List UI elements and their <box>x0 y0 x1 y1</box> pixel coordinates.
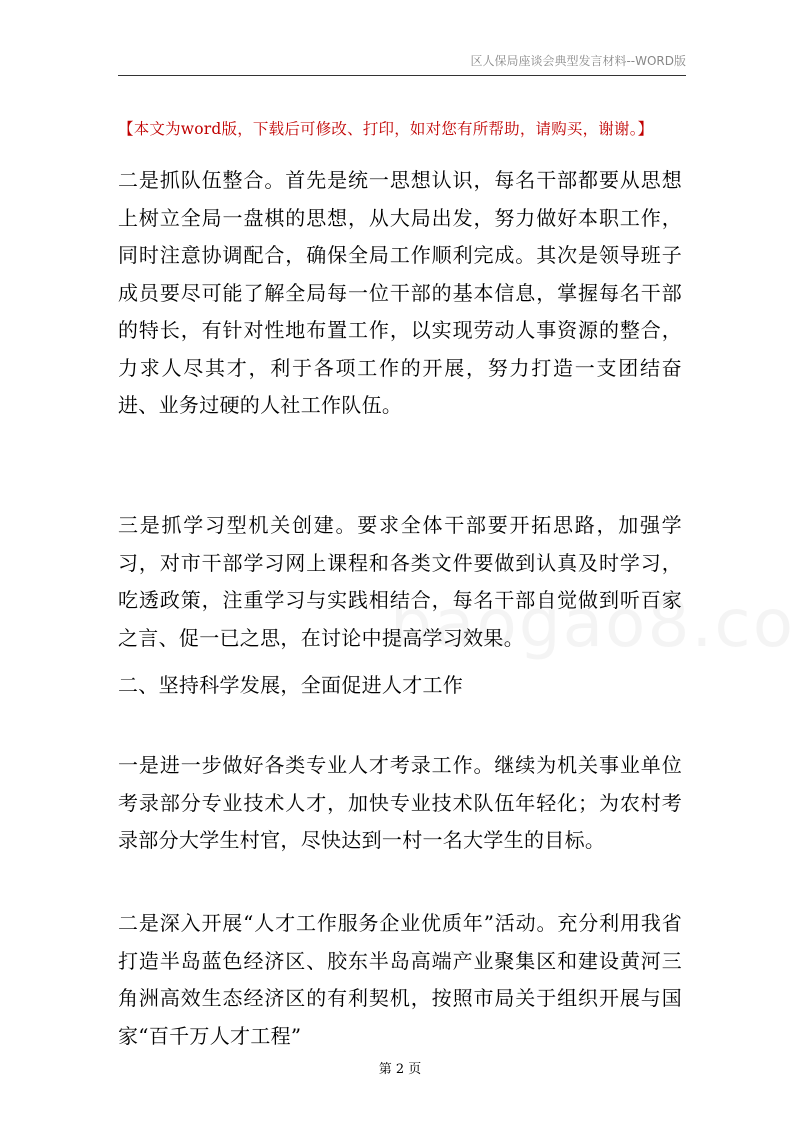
page-header <box>118 52 686 76</box>
paragraph-talent-service-year: 二是深入开展“人才工作服务企业优质年”活动。充分利用我省打造半岛蓝色经济区、胶东半岛高端产业聚集区和建设黄河三角洲高效生态经济区的有利契机，按照市局关于组织开展与国家“百千万人才工程” <box>118 911 682 1048</box>
section-heading: 二、坚持科学发展，全面促进人才工作 <box>118 673 464 697</box>
page-number: 第 2 页 <box>378 1062 422 1077</box>
paragraph-talent-recruitment: 一是进一步做好各类专业人才考录工作。继续为机关事业单位考录部分专业技术人才，加快专业技术队伍年轻化；为农村考录部分大学生村官，尽快达到一村一名大学生的目标。 <box>118 753 682 852</box>
paragraph-learning-organization: 三是抓学习型机关创建。要求全体干部要开拓思路，加强学习，对市干部学习网上课程和各类文件要做到认真及时学习，吃透政策，注重学习与实践相结合，每名干部自觉做到听百家之言、促一已之思，在讨论中提高学习效果。 <box>118 513 682 650</box>
page-footer <box>0 1058 800 1077</box>
download-notice: 【本文为word版，下载后可修改、打印，如对您有所帮助，请购买，谢谢。】 <box>118 120 654 138</box>
document-title: 区人保局座谈会典型发言材料--WORD版 <box>470 54 686 68</box>
paragraph-team-integration: 二是抓队伍整合。首先是统一思想认识，每名干部都要从思想上树立全局一盘棋的思想，从大局出发，努力做好本职工作，同时注意协调配合，确保全局工作顺利完成。其次是领导班子成员要尽可能了解全局每一位干部的基本信息，掌握每名干部的特长，有针对性地布置工作，以实现劳动人事资源的整合，力求人尽其才，利于各项工作的开展，努力打造一支团结奋进、业务过硬的人社工作队伍。 <box>118 168 682 417</box>
